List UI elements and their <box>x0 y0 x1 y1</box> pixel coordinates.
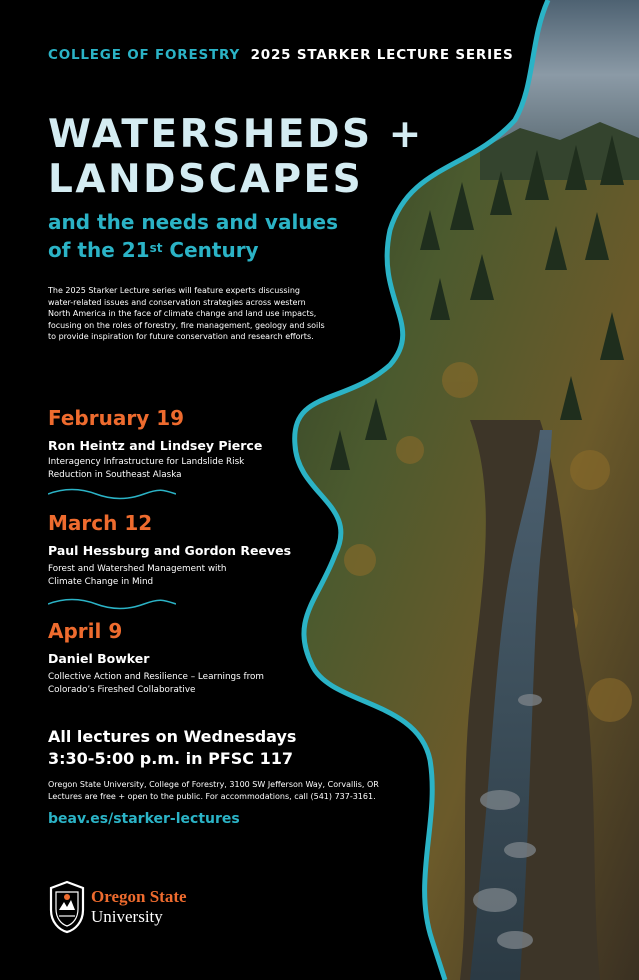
title-line-2: LANDSCAPES <box>48 157 364 202</box>
logo-text-oregon-state: Oregon State <box>91 887 187 906</box>
lecture-series-link[interactable]: beav.es/starker-lectures <box>48 811 240 827</box>
lecture-3-talk-line-2: Colorado’s Fireshed Collaborative <box>48 685 196 695</box>
lecture-3-talk <box>48 671 288 697</box>
address-info <box>48 779 408 803</box>
logo-text-university: University <box>91 907 163 926</box>
schedule-line-2: 3:30-5:00 p.m. in PFSC 117 <box>48 749 293 768</box>
college-label: COLLEGE OF FORESTRY <box>48 47 241 63</box>
lecture-2-talk-line-1: Forest and Watershed Management with <box>48 564 227 574</box>
subtitle-line-2-prefix: of the 21 <box>48 238 150 262</box>
lecture-1-talk-line-2: Reduction in Southeast Alaska <box>48 470 182 480</box>
subtitle-superscript: st <box>149 241 163 255</box>
header-line <box>48 47 514 63</box>
schedule-line-1: All lectures on Wednesdays <box>48 727 297 746</box>
address-line-1: Oregon State University, College of Forestry, 3100 SW Jefferson Way, Corvallis, OR <box>48 780 379 789</box>
subtitle-line-1: and the needs and values <box>48 210 338 234</box>
lecture-1-talk <box>48 456 288 482</box>
lecture-2-speakers: Paul Hessburg and Gordon Reeves <box>48 543 292 558</box>
wave-divider-1 <box>48 488 176 500</box>
lecture-1-talk-line-1: Interagency Infrastructure for Landslide Risk <box>48 457 245 467</box>
series-label: 2025 STARKER LECTURE SERIES <box>250 47 514 63</box>
schedule-info <box>48 726 296 770</box>
address-line-2: Lectures are free + open to the public. For accommodations, call (541) 737-3161. <box>48 792 376 801</box>
lecture-2-talk-line-2: Climate Change in Mind <box>48 577 154 587</box>
osu-logo <box>47 880 217 936</box>
title-line-1: WATERSHEDS + <box>48 112 424 157</box>
lecture-1-date: February 19 <box>48 406 185 430</box>
osu-seal-icon <box>47 880 87 934</box>
lecture-2-talk <box>48 563 288 589</box>
main-title <box>48 112 428 202</box>
lecture-3-talk-line-1: Collective Action and Resilience – Learnings from <box>48 672 264 682</box>
series-description: The 2025 Starker Lecture series will feature experts discussing water-related issues and conservation strategies across western North America in the face of climate change and land use impacts, focusing on the roles of forestry, fire management, geology and soils to provide inspiration for future conservation and research efforts. <box>48 286 325 342</box>
subtitle-line-2-suffix: Century <box>162 238 259 262</box>
subtitle <box>48 208 368 264</box>
lecture-2-date: March 12 <box>48 511 153 535</box>
lecture-3-date: April 9 <box>48 619 123 643</box>
lecture-3-speakers: Daniel Bowker <box>48 651 150 666</box>
lecture-1-speakers: Ron Heintz and Lindsey Pierce <box>48 438 263 453</box>
wave-divider-2 <box>48 598 176 610</box>
